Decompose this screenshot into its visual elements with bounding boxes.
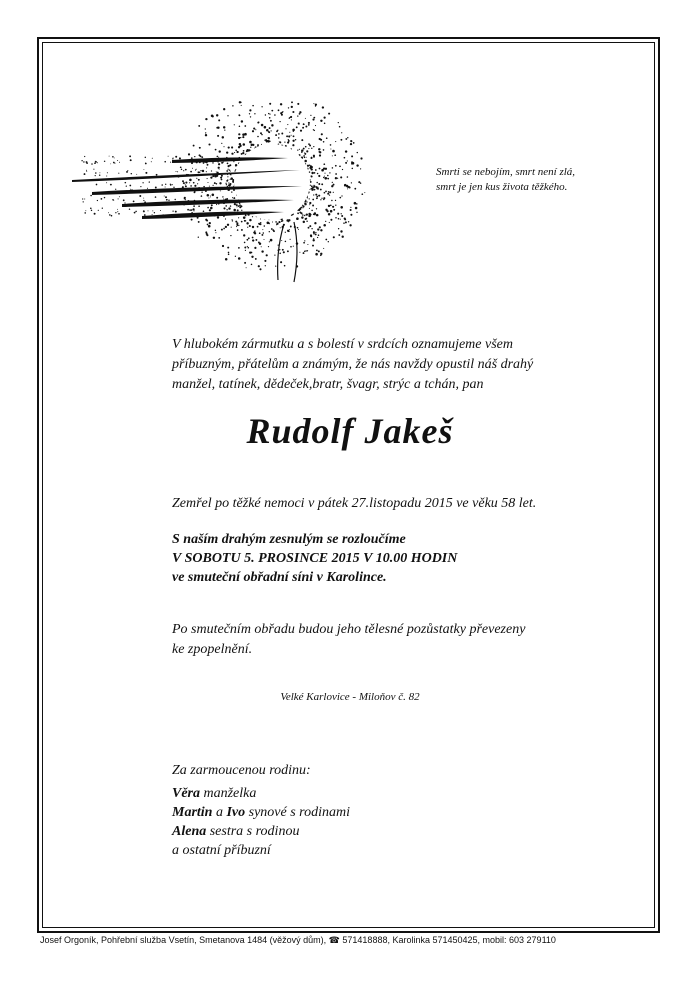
family-member [172, 784, 552, 803]
death-notice: Zemřel po těžké nemoci v pátek 27.listopadu 2015 ve věku 58 let. [172, 496, 537, 511]
family-member [172, 803, 552, 822]
member-relation: sestra s rodinou [209, 824, 300, 839]
intro-line: manžel, tatínek, dědeček,bratr, švagr, strýc a tchán, pan [172, 377, 484, 392]
member-connector: a [215, 805, 223, 820]
setting-sun-emblem [62, 100, 372, 290]
announcement-intro [172, 335, 567, 395]
family-heading: Za zarmoucenou rodinu: [172, 763, 311, 778]
phone-icon: ☎ [328, 935, 340, 945]
quote-line: smrt je jen kus života těžkého. [436, 181, 568, 193]
member-relation: manželka [203, 786, 257, 801]
intro-line: příbuzným, přátelům a známým, že nás navždy opustil náš drahý [172, 357, 534, 372]
cremation-notice [172, 620, 572, 660]
ceremony-details [172, 530, 572, 587]
ceremony-place: ve smuteční obřadní síni v Karolince. [172, 570, 387, 585]
cremation-line: ke zpopelnění. [172, 642, 253, 657]
ceremony-line: S naším drahým zesnulým se rozloučíme [172, 532, 406, 547]
quote [436, 165, 636, 195]
deceased-name: Rudolf Jakeš [246, 411, 454, 451]
member-name: Alena [172, 824, 207, 839]
member-relation: synové s rodinami [248, 805, 350, 820]
quote-line: Smrti se nebojím, smrt není zlá, [436, 166, 576, 178]
member-name: Věra [172, 786, 200, 801]
member-name: Martin [172, 805, 213, 820]
member-name: Ivo [226, 805, 246, 820]
family-member [172, 822, 552, 841]
family-signatures [172, 761, 552, 860]
contact-numbers: 571418888, Karolinka 571450425, mobil: 603 279110 [342, 935, 556, 945]
funeral-service-footer [40, 935, 660, 946]
family-closing: a ostatní příbuzní [172, 843, 271, 858]
intro-line: V hlubokém zármutku a s bolestí v srdcích oznamujeme všem [172, 337, 513, 352]
ceremony-date: V SOBOTU 5. PROSINCE 2015 V 10.00 HODIN [172, 551, 458, 566]
company-info: Josef Orgoník, Pohřební služba Vsetín, Smetanova 1484 (věžový dům), [40, 935, 327, 945]
cremation-line: Po smutečním obřadu budou jeho tělesné pozůstatky převezeny [172, 622, 526, 637]
family-address: Velké Karlovice - Miloňov č. 82 [280, 691, 420, 703]
